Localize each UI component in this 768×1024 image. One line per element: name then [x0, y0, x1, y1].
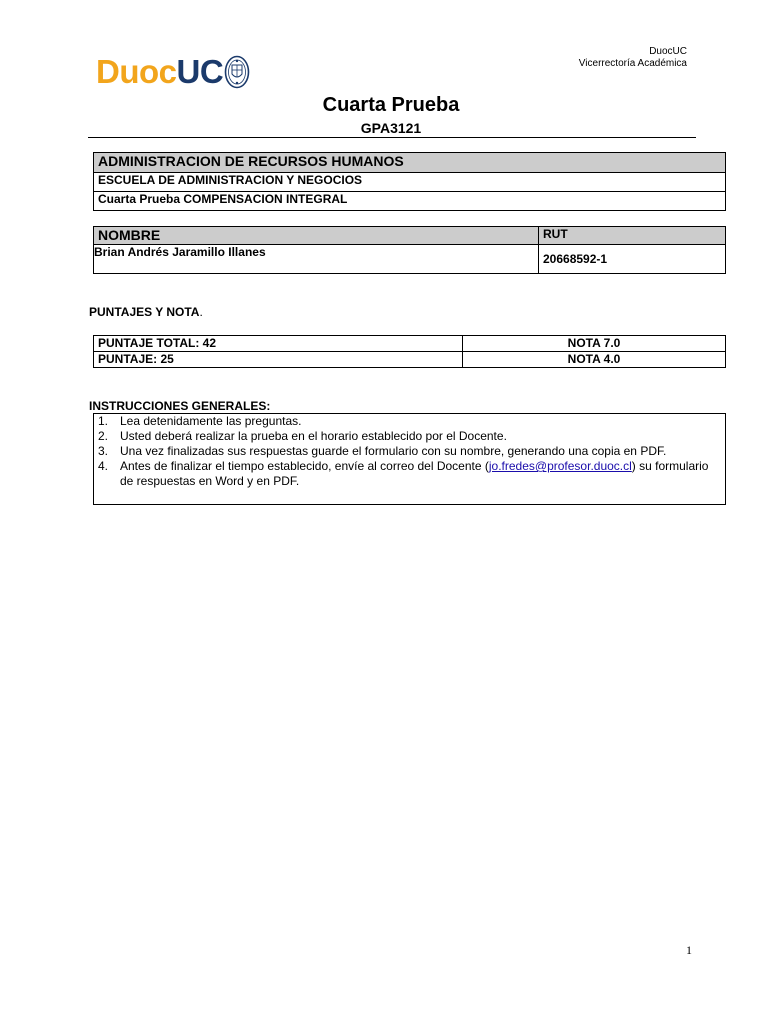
university-seal-icon	[224, 55, 250, 89]
title-divider	[88, 137, 696, 138]
logo-text-uc: UC	[176, 53, 224, 90]
scores-label-period: .	[199, 305, 203, 319]
list-item	[94, 429, 725, 444]
item-text-after: ) su formulario de respuestas en Word y en PDF.	[120, 459, 709, 488]
course-info-table	[93, 152, 726, 211]
instructions-box	[93, 413, 726, 505]
item-number: 2.	[98, 429, 109, 443]
list-item	[94, 459, 725, 489]
duocuc-logo	[96, 52, 250, 92]
scores-label-text: PUNTAJES Y NOTA	[89, 305, 200, 319]
scores-section-label	[89, 305, 203, 319]
scores-table	[93, 335, 726, 368]
list-item	[94, 444, 725, 459]
teacher-email-link[interactable]: jo.fredes@profesor.duoc.cl	[488, 459, 632, 473]
student-rut: 20668592-1	[539, 245, 726, 274]
rut-header: RUT	[539, 227, 726, 245]
list-item	[94, 414, 725, 429]
instructions-list	[94, 414, 725, 489]
course-test-name: Cuarta Prueba COMPENSACION INTEGRAL	[94, 192, 726, 211]
total-score: PUNTAJE TOTAL: 42	[94, 336, 463, 352]
course-code: GPA3121	[360, 120, 422, 136]
institution-header	[579, 46, 687, 70]
item-text: Lea detenidamente las preguntas.	[120, 414, 302, 428]
student-name: Brian Andrés Jaramillo Illanes	[94, 245, 539, 274]
max-grade: NOTA 7.0	[463, 336, 726, 352]
passing-grade: NOTA 4.0	[463, 352, 726, 368]
institution-name: DuocUC	[649, 46, 687, 57]
document-title: Cuarta Prueba	[322, 94, 460, 116]
course-subject: ADMINISTRACION DE RECURSOS HUMANOS	[94, 153, 726, 173]
score: PUNTAJE: 25	[94, 352, 463, 368]
item-text: Usted deberá realizar la prueba en el horario establecido por el Docente.	[120, 429, 507, 443]
item-text-before: Antes de finalizar el tiempo establecido, envíe al correo del Docente (	[120, 459, 489, 473]
item-number: 4.	[98, 459, 109, 473]
institution-department: Vicerrectoría Académica	[578, 58, 687, 69]
student-info-table	[93, 226, 726, 274]
item-number: 3.	[98, 444, 109, 458]
item-text: Una vez finalizadas sus respuestas guarde el formulario con su nombre, generando una copia en PDF.	[120, 444, 667, 458]
course-school: ESCUELA DE ADMINISTRACION Y NEGOCIOS	[94, 173, 726, 192]
instructions-label: INSTRUCCIONES GENERALES:	[89, 399, 271, 413]
page-number: 1	[686, 943, 692, 957]
name-header: NOMBRE	[94, 227, 539, 245]
logo-text-duoc: Duoc	[96, 53, 177, 90]
item-number: 1.	[98, 414, 109, 428]
